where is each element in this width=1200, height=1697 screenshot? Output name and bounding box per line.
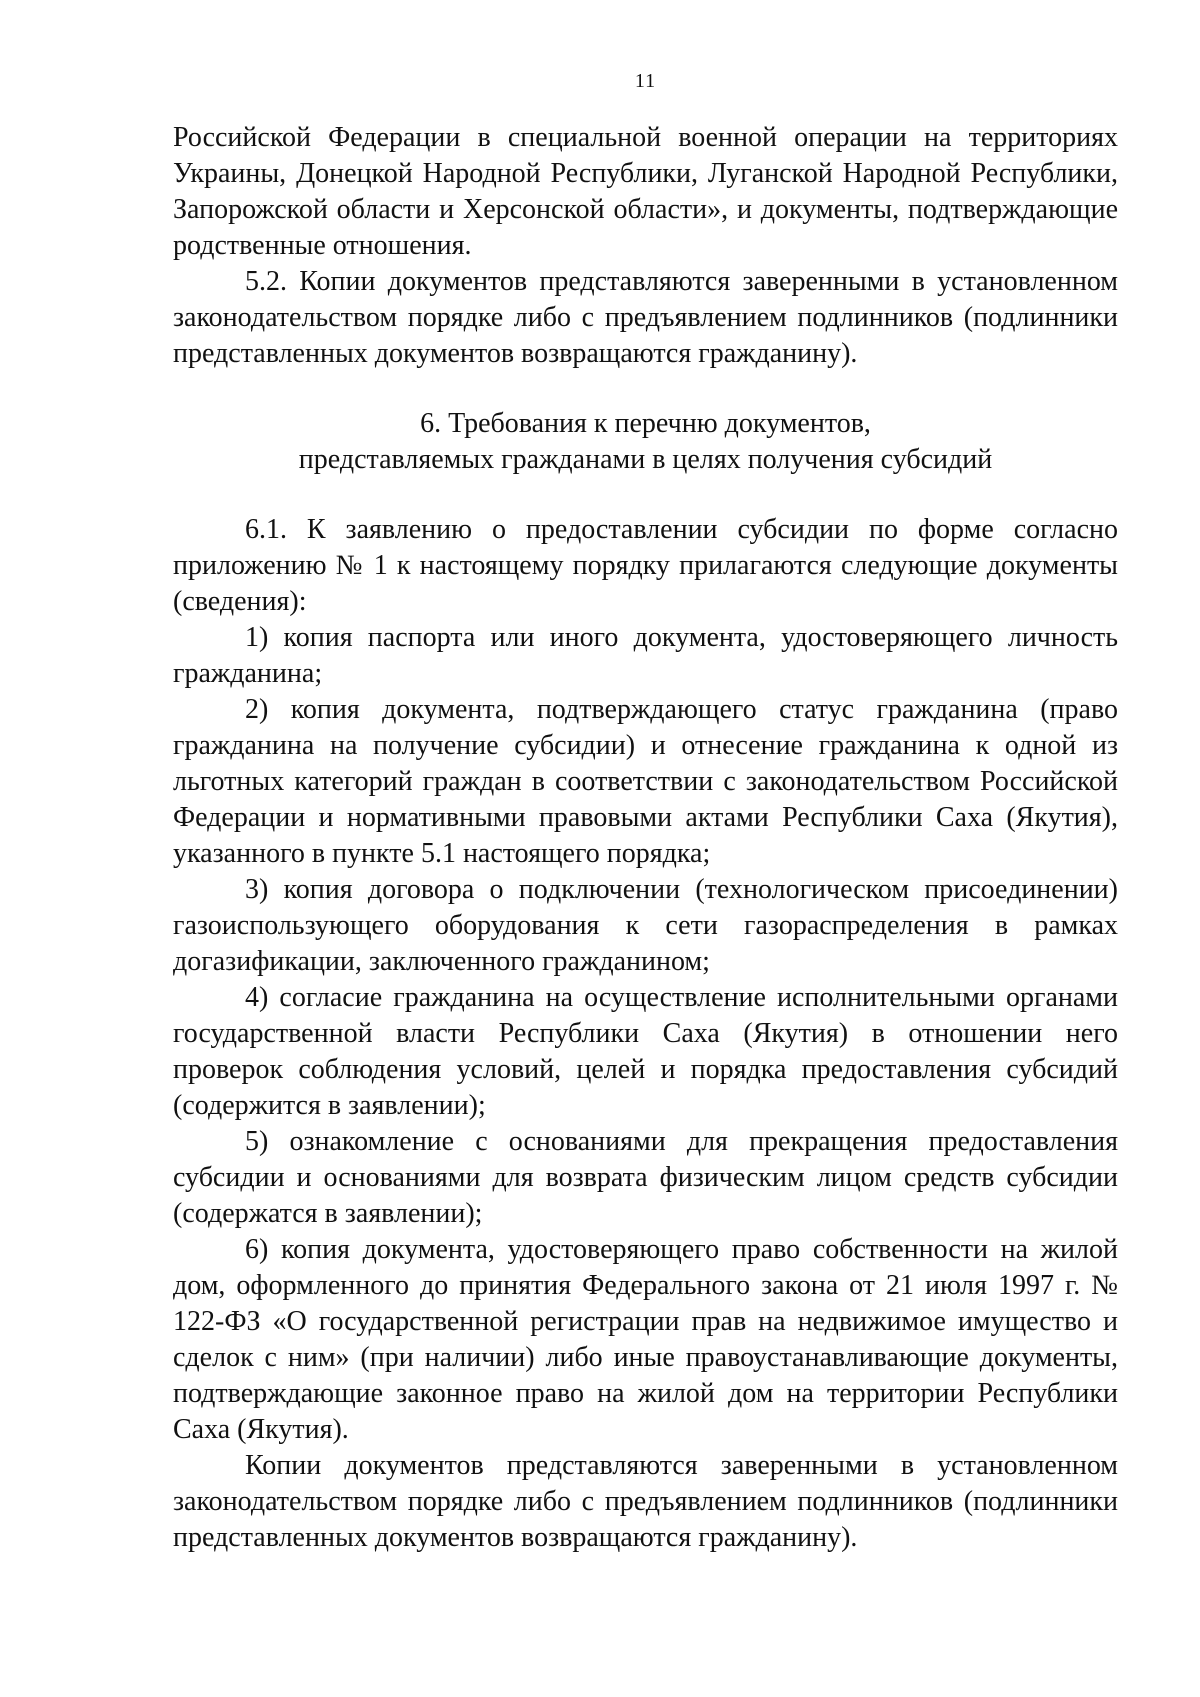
paragraph-6-1: 6.1. К заявлению о предоставлении субсидии по форме согласно приложению № 1 к настоящему порядку прилагаются следующие документы (сведения):: [173, 514, 1118, 617]
section-heading-line-1: 6. Требования к перечню документов,: [420, 408, 871, 439]
paragraph-continuation: Российской Федерации в специальной военной операции на территориях Украины, Донецкой Народной Республики, Луганской Народной Республики, Запорожской области и Херсонской области», и документы, подтверждающие родственные отношения.: [173, 122, 1118, 261]
list-item-3: 3) копия договора о подключении (технологическом присоединении) газоиспользующего оборудования к сети газораспределения в рамках догазификации, заключенного гражданином;: [173, 874, 1118, 977]
document-body: [173, 120, 1118, 1556]
section-heading-line-2: представляемых гражданами в целях получения субсидий: [298, 444, 993, 475]
paragraph-5-2: 5.2. Копии документов представляются заверенными в установленном законодательством порядке либо с предъявлением подлинников (подлинники представленных документов возвращаются гражданину).: [173, 266, 1118, 369]
list-item-4: 4) согласие гражданина на осуществление исполнительными органами государственной власти Республики Саха (Якутия) в отношении него проверок соблюдения условий, целей и порядка предоставления субсидий (содержится в заявлении);: [173, 982, 1118, 1121]
list-item-1: 1) копия паспорта или иного документа, удостоверяющего личность гражданина;: [173, 622, 1118, 689]
list-item-5: 5) ознакомление с основаниями для прекращения предоставления субсидии и основаниями для возврата физическим лицом средств субсидии (содержатся в заявлении);: [173, 1126, 1118, 1229]
list-item-2: 2) копия документа, подтверждающего статус гражданина (право гражданина на получение субсидии) и отнесение гражданина к одной из льготных категорий граждан в соответствии с законодательством Российской Федерации и нормативными правовыми актами Республики Саха (Якутия), указанного в пункте 5.1 настоящего порядка;: [173, 694, 1118, 869]
page-number: 11: [634, 70, 657, 92]
list-item-6: 6) копия документа, удостоверяющего право собственности на жилой дом, оформленного до принятия Федерального закона от 21 июля 1997 г. № 122-ФЗ «О государственной регистрации прав на недвижимое имущество и сделок с ним» (при наличии) либо иные правоустанавливающие документы, подтверждающие законное право на жилой дом на территории Республики Саха (Якутия).: [173, 1234, 1118, 1445]
section-heading: [173, 406, 1118, 478]
paragraph-closing: Копии документов представляются заверенными в установленном законодательством порядке либо с предъявлением подлинников (подлинники представленных документов возвращаются гражданину).: [173, 1450, 1118, 1553]
